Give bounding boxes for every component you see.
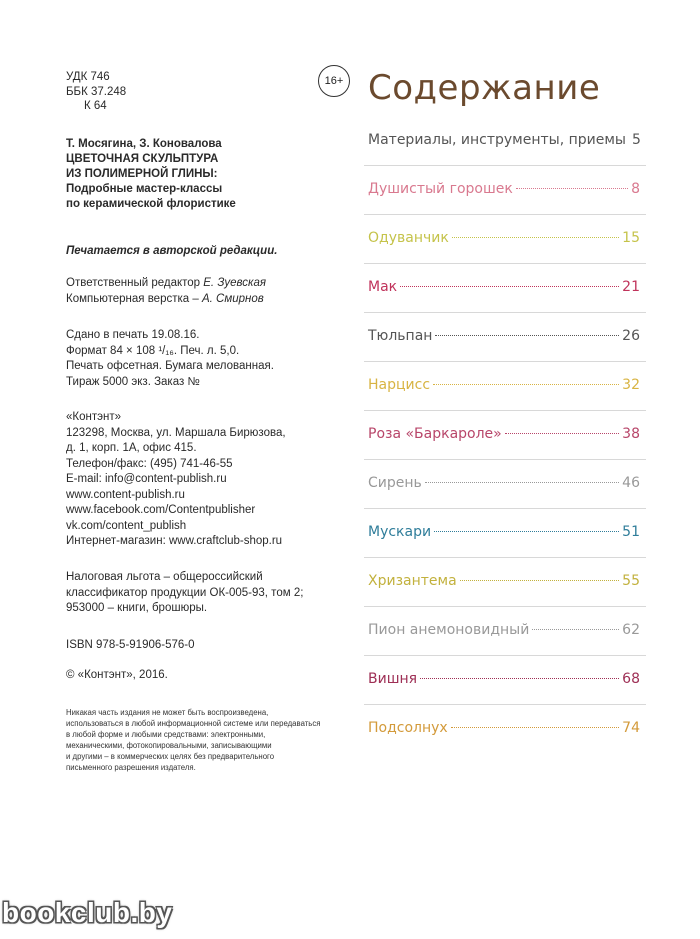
toc-entry[interactable] xyxy=(368,573,640,595)
toc-entry-page: 62 xyxy=(622,622,640,638)
publisher-info xyxy=(66,410,286,550)
editor-label: Ответственный редактор xyxy=(66,277,204,289)
toc-divider xyxy=(364,557,646,558)
toc-divider xyxy=(364,312,646,313)
toc-entry-label: Нарцисс xyxy=(368,377,431,393)
toc-entry-page: 8 xyxy=(631,181,640,197)
toc-entry[interactable] xyxy=(368,230,640,252)
toc-leader-dots xyxy=(400,286,619,287)
rights-line: Никакая часть издания не может быть воспроизведена, xyxy=(66,708,269,717)
toc-entry[interactable] xyxy=(368,181,640,203)
toc-entry-label: Душистый горошек xyxy=(368,181,513,197)
toc-divider xyxy=(364,410,646,411)
toc-entry-page: 26 xyxy=(622,328,640,344)
toc-entry-label: Тюльпан xyxy=(368,328,433,344)
toc-divider xyxy=(364,459,646,460)
book-subtitle-line: по керамической флористике xyxy=(66,198,236,210)
toc-leader-dots xyxy=(505,433,619,434)
toc-entry-page: 21 xyxy=(622,279,640,295)
publisher-address: 123298, Москва, ул. Маршала Бирюзова, xyxy=(66,426,286,439)
edition-note: Печатается в авторской редакции. xyxy=(66,245,278,257)
toc-leader-dots xyxy=(433,384,619,385)
toc-entry-label: Сирень xyxy=(368,475,422,491)
toc-divider xyxy=(364,165,646,166)
editor-line xyxy=(66,276,266,292)
tax-line: Налоговая льгота – общероссийский xyxy=(66,571,263,583)
toc-entry[interactable] xyxy=(368,279,640,301)
print-info xyxy=(66,328,274,390)
toc-entry[interactable] xyxy=(368,671,640,693)
rights-line: в любой форме и любыми средствами: электронными, xyxy=(66,730,266,739)
isbn: ISBN 978-5-91906-576-0 xyxy=(66,639,195,651)
staff-credits xyxy=(66,276,266,307)
book-title-line: ЦВЕТОЧНАЯ СКУЛЬПТУРА xyxy=(66,153,219,165)
toc-leader-dots xyxy=(451,727,619,728)
toc-entry[interactable] xyxy=(368,475,640,497)
toc-entry-label: Мускари xyxy=(368,524,432,540)
book-title-line: ИЗ ПОЛИМЕРНОЙ ГЛИНЫ: xyxy=(66,168,218,180)
publisher-shop[interactable]: Интернет-магазин: www.craftclub-shop.ru xyxy=(66,535,283,547)
toc-title: Содержание xyxy=(368,68,601,108)
toc-entry-page: 5 xyxy=(631,132,641,148)
toc-entry-page: 74 xyxy=(622,720,640,736)
layout-label: Компьютерная верстка – xyxy=(66,292,202,305)
publisher-name: «Контэнт» xyxy=(66,411,121,423)
toc-entry-label: Роза «Баркароле» xyxy=(368,426,502,442)
toc-entry-label: Пион анемоновидный xyxy=(368,622,530,638)
toc-entry-label: Материалы, инструменты, приемы xyxy=(368,132,626,148)
publisher-email[interactable]: E-mail: info@content-publish.ru xyxy=(66,473,227,485)
publisher-address: д. 1, корп. 1А, офис 415. xyxy=(66,442,197,454)
toc-divider xyxy=(364,655,646,656)
toc-entry[interactable] xyxy=(368,377,640,399)
layout-line xyxy=(66,292,266,308)
toc-leader-dots xyxy=(460,580,620,581)
publisher-vk[interactable]: vk.com/content_publish xyxy=(66,519,187,532)
toc-entry-page: 46 xyxy=(622,475,640,491)
rights-notice xyxy=(66,707,336,773)
copyright: © «Контэнт», 2016. xyxy=(66,669,168,681)
toc-divider xyxy=(364,361,646,362)
toc-leader-dots xyxy=(420,678,619,679)
print-line: Тираж 5000 экз. Заказ № xyxy=(66,375,200,388)
tax-line: классификатор продукции ОК-005-93, том 2; xyxy=(66,586,304,599)
toc-leader-dots xyxy=(516,188,628,189)
author-mark: К 64 xyxy=(84,100,107,112)
toc-entry-page: 15 xyxy=(622,230,640,246)
publisher-facebook[interactable]: www.facebook.com/Contentpublisher xyxy=(66,504,256,516)
age-rating-badge: 16+ xyxy=(318,65,350,97)
toc-entry[interactable] xyxy=(368,524,640,546)
toc-entry-page: 68 xyxy=(622,671,640,687)
toc-entry-label: Подсолнух xyxy=(368,720,448,736)
print-line: Формат 84 × 108 ¹/₁₆. Печ. л. 5,0. xyxy=(66,344,240,357)
toc-divider xyxy=(364,263,646,264)
tax-line: 953000 – книги, брошюры. xyxy=(66,602,208,614)
toc-leader-dots xyxy=(452,237,619,238)
toc-entry-page: 55 xyxy=(622,573,640,589)
rights-line: использоваться в любой информационной системе или передаваться xyxy=(66,719,321,728)
toc-divider xyxy=(364,508,646,509)
toc-divider xyxy=(364,214,646,215)
toc-entry-page: 32 xyxy=(622,377,640,393)
toc-entry-page: 38 xyxy=(622,426,640,442)
udk-code: УДК 746 xyxy=(66,71,110,83)
book-subtitle-line: Подробные мастер-классы xyxy=(66,183,223,195)
toc-entry[interactable] xyxy=(368,720,640,742)
toc-entry-label: Одуванчик xyxy=(368,230,449,246)
toc-divider xyxy=(364,606,646,607)
toc-entry[interactable] xyxy=(368,622,640,644)
toc-entry-label: Хризантема xyxy=(368,573,457,589)
rights-line: механическими, фотокопировальными, записывающими xyxy=(66,741,272,750)
toc-entry-label: Мак xyxy=(368,279,398,295)
toc-entry-page: 51 xyxy=(622,524,640,540)
toc-leader-dots xyxy=(532,629,619,630)
watermark-logo: bookclub.by xyxy=(2,897,173,928)
publisher-website[interactable]: www.content-publish.ru xyxy=(66,488,185,501)
authors: Т. Мосягина, З. Коновалова xyxy=(66,138,222,150)
toc-entry-label: Вишня xyxy=(368,671,418,687)
toc-leader-dots xyxy=(434,531,619,532)
toc-entry[interactable] xyxy=(368,132,640,154)
toc-entry[interactable] xyxy=(368,328,640,350)
toc-divider xyxy=(364,704,646,705)
publisher-phone: Телефон/факс: (495) 741-46-55 xyxy=(66,457,233,470)
toc-entry[interactable] xyxy=(368,426,640,448)
editor-name: Е. Зуевская xyxy=(203,277,266,289)
rights-line: и другими – в коммерческих целях без предварительного xyxy=(66,752,275,761)
rights-line: письменного разрешения издателя. xyxy=(66,763,196,772)
bbk-code: ББК 37.248 xyxy=(66,85,127,98)
toc-leader-dots xyxy=(435,335,619,336)
print-line: Сдано в печать 19.08.16. xyxy=(66,329,200,341)
tax-info xyxy=(66,570,303,617)
book-credits xyxy=(66,137,236,212)
classification-block xyxy=(66,70,326,114)
print-line: Печать офсетная. Бумага мелованная. xyxy=(66,360,274,372)
layout-name: А. Смирнов xyxy=(201,292,264,305)
toc-leader-dots xyxy=(425,482,619,483)
